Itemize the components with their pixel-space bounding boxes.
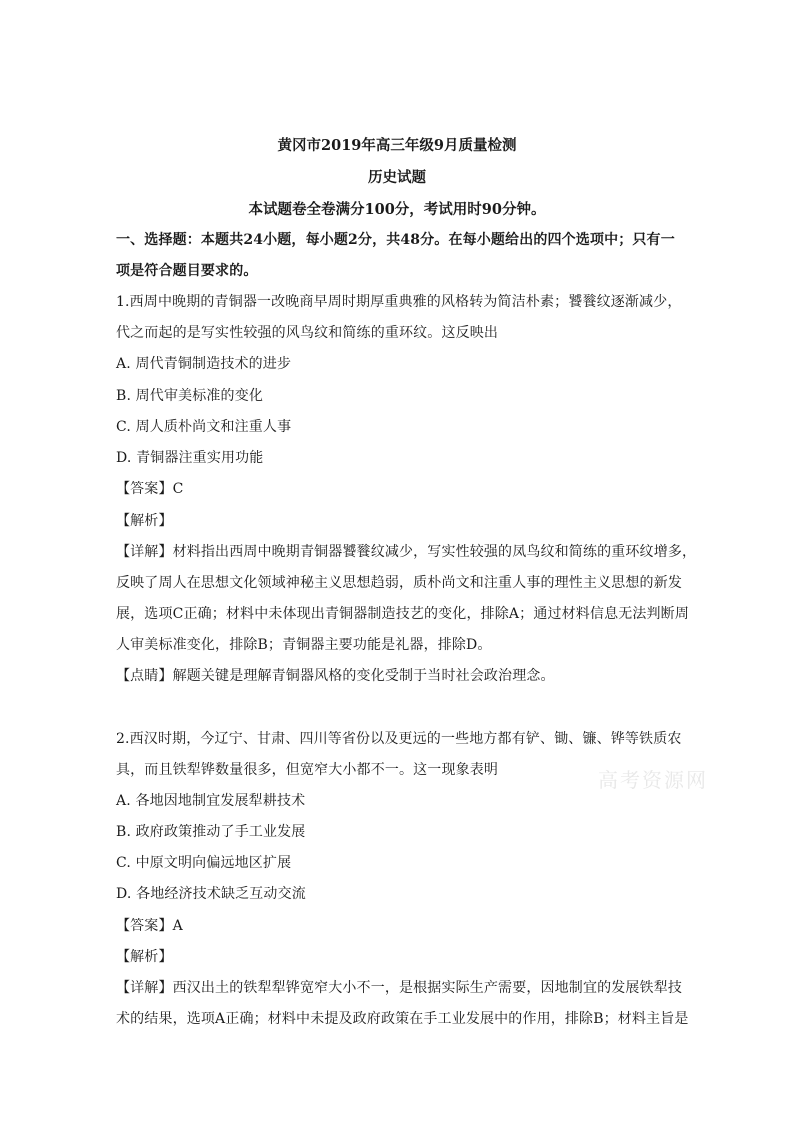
q2-stem-line2: 具，而且铁犁铧数量很多，但宽窄大小都不一。这一现象表明	[116, 762, 499, 778]
q1-answer: 【答案】C	[116, 481, 184, 497]
exam-note: 本试题卷全卷满分100分，考试用时90分钟。	[248, 201, 546, 218]
q1-detail-line1: 【详解】材料指出西周中晚期青铜器饕餮纹减少，写实性较强的凤鸟纹和简练的重环纹增多，	[116, 544, 697, 560]
q1-detail-line3: 展，选项C正确；材料中未体现出青铜器制造技艺的变化，排除A；通过材料信息无法判断周	[116, 606, 689, 622]
section-heading-line1: 一、选择题：本题共24小题，每小题2分，共48分。在每小题给出的四个选项中；只有一	[116, 232, 675, 248]
q1-analysis-label: 【解析】	[116, 513, 173, 529]
q2-detail-line1: 【详解】西汉出土的铁犁犁铧宽窄大小不一，是根据实际生产需要，因地制宜的发展铁犁技	[116, 980, 682, 996]
q2-answer: 【答案】A	[116, 918, 183, 934]
q2-option-c: C. 中原文明向偏远地区扩展	[116, 855, 292, 871]
section-heading-line2: 项是符合题目要求的。	[116, 263, 258, 279]
q2-detail-line2: 术的结果，选项A正确；材料中未提及政府政策在手工业发展中的作用，排除B；材料主旨是	[116, 1011, 689, 1027]
q1-option-d: D. 青铜器注重实用功能	[116, 450, 264, 466]
q1-option-a: A. 周代青铜制造技术的进步	[116, 356, 292, 372]
q1-detail-line4: 人审美标准变化，排除B；青铜器主要功能是礼器，排除D。	[116, 637, 492, 653]
q1-option-b: B. 周代审美标准的变化	[116, 388, 263, 404]
subject-title: 历史试题	[368, 169, 426, 186]
q1-stem-line2: 代之而起的是写实性较强的风鸟纹和简练的重环纹。这反映出	[116, 325, 499, 341]
q2-option-a: A. 各地因地制宜发展犁耕技术	[116, 793, 306, 809]
q2-option-d: D. 各地经济技术缺乏互动交流	[116, 886, 306, 902]
q2-analysis-label: 【解析】	[116, 949, 173, 965]
watermark: 高考资源网	[598, 768, 708, 792]
exam-title: 黄冈市2019年高三年级9月质量检测	[277, 137, 517, 154]
q2-option-b: B. 政府政策推动了手工业发展	[116, 824, 306, 840]
q1-option-c: C. 周人质朴尚文和注重人事	[116, 419, 292, 435]
q1-stem-line1: 1.西周中晚期的青铜器一改晚商早周时期厚重典雅的风格转为简洁朴素；饕餮纹逐渐减少，	[116, 294, 682, 310]
q1-detail-line2: 反映了周人在思想文化领域神秘主义思想趋弱，质朴尚文和注重人事的理性主义思想的新发	[116, 575, 682, 591]
q2-stem-line1: 2.西汉时期，今辽宁、甘肃、四川等省份以及更远的一些地方都有铲、锄、镰、铧等铁质农	[116, 731, 682, 747]
q1-tip: 【点睛】解题关键是理解青铜器风格的变化受制于当时社会政治理念。	[116, 668, 555, 684]
